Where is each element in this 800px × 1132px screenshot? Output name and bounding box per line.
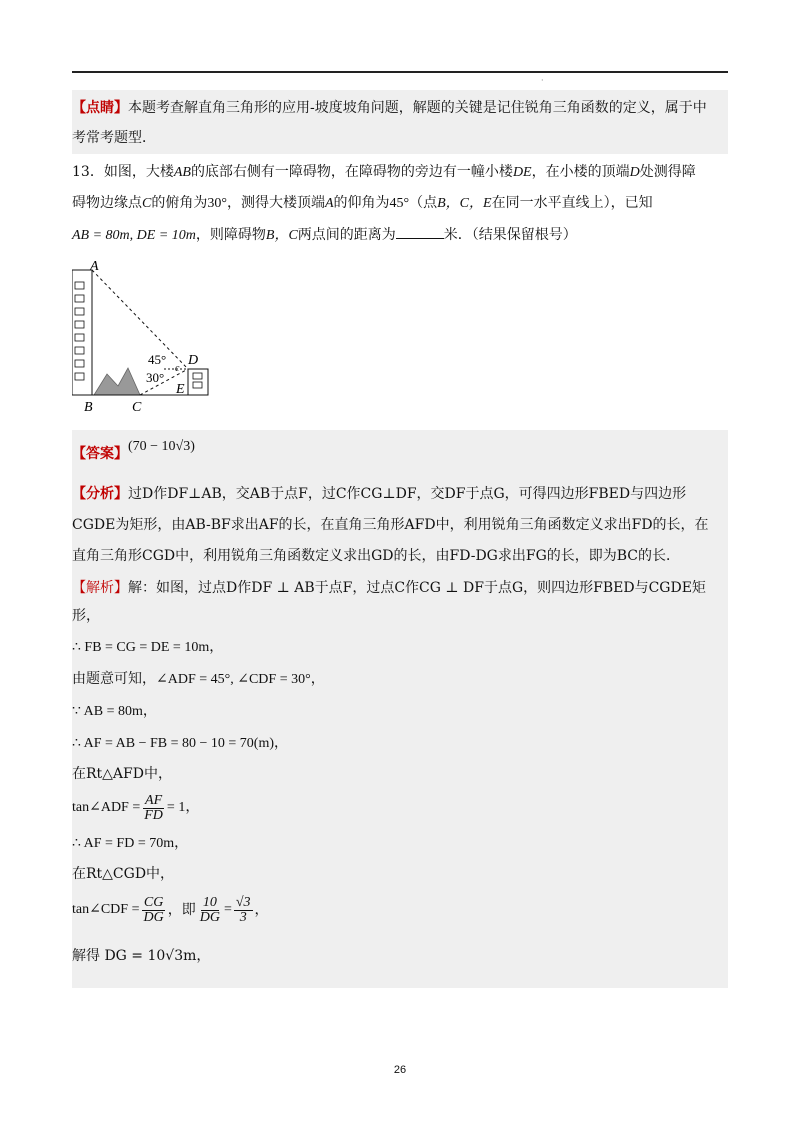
label-a: A: [90, 259, 99, 274]
question-line-1: 13．如图，大楼AB的底部右侧有一障碍物，在障碍物的旁边有一幢小楼DE，在小楼的顶端D处测得障: [72, 164, 696, 180]
page-number: 26: [393, 1064, 407, 1076]
analysis-label: 【分析】: [72, 486, 128, 502]
question-line-2: 碍物边缘点C的俯角为30°，测得大楼顶端A的仰角为45°（点B，C，E在同一水平直线上），已知: [72, 195, 653, 211]
solution-step-4: ∴ AF = AB − FB = 80 − 10 = 70(m)，: [72, 736, 289, 751]
angle-45-label: 45°: [148, 352, 167, 367]
solution-step-7: ∴ AF = FD = 70m，: [72, 836, 189, 851]
solution-line-2: 形，: [72, 608, 100, 624]
solution-block: [72, 430, 728, 988]
comment-text-2: 考常考题型．: [72, 130, 156, 146]
analysis-line-1: 过D作DF⊥AB，交AB于点F，过C作CG⊥DF，交DF于点G，可得四边形FBED与四边形: [128, 486, 687, 502]
comment-block: [72, 90, 728, 154]
label-d: D: [188, 353, 199, 368]
label-c-small: c: [175, 363, 180, 374]
solution-step-9: tan∠CDF = $\frac{CG}{DG}$ ，即 $\frac{10}{DG}$ = $\frac{√3}{3}$ ，: [72, 894, 269, 925]
answer-value: (70 − 10√3): [128, 439, 195, 454]
solution-step-10: 解得 DG = 10√3m，: [72, 948, 211, 964]
header-dot: ·: [541, 76, 544, 85]
angle-30-label: 30°: [146, 370, 165, 385]
obstacle: [94, 368, 140, 395]
solution-step-5: 在Rt△AFD中，: [72, 766, 172, 782]
solution-step-2: 由题意可知，∠ADF = 45°, ∠CDF = 30°，: [72, 672, 325, 687]
label-b: B: [84, 400, 93, 415]
solution-line-1: 解：如图，过点D作DF ⊥ AB于点F，过点C作CG ⊥ DF于点G，则四边形FBED与CGDE矩: [128, 580, 706, 596]
analysis-line-3: 直角三角形CGD中，利用锐角三角函数定义求出GD的长，由FD-DG求出FG的长，即为BC的长．: [72, 548, 681, 564]
solution-step-6: tan∠ADF = $\frac{AF}{FD}$ = 1，: [72, 792, 200, 823]
comment-text-1: 本题考查解直角三角形的应用-坡度坡角问题，解题的关键是记住锐角三角函数的定义，属于中: [128, 100, 707, 116]
solution-step-1: ∴ FB = CG = DE = 10m，: [72, 640, 224, 655]
solution-step-8: 在Rt△CGD中，: [72, 866, 175, 882]
analysis-line-2: CGDE为矩形，由AB-BF求出AF的长，在直角三角形AFD中，利用锐角三角函数定义求出FD的长，在: [72, 517, 709, 533]
label-c: C: [132, 400, 142, 415]
solution-label: 【解析】: [72, 580, 128, 596]
answer-label: 【答案】: [72, 446, 128, 462]
label-e: E: [176, 382, 185, 397]
question-line-3: AB = 80m, DE = 10m，则障碍物B，C两点间的距离为 米．（结果保留根号）: [72, 224, 577, 246]
header-rule: [72, 71, 728, 73]
question-block: [72, 156, 728, 256]
comment-label: 【点睛】: [72, 100, 128, 116]
geometry-figure: [72, 256, 232, 420]
answer-blank: [396, 224, 444, 239]
solution-step-3: ∵ AB = 80m，: [72, 704, 157, 719]
answer-line: [72, 439, 195, 465]
sightline-da: [92, 270, 188, 369]
